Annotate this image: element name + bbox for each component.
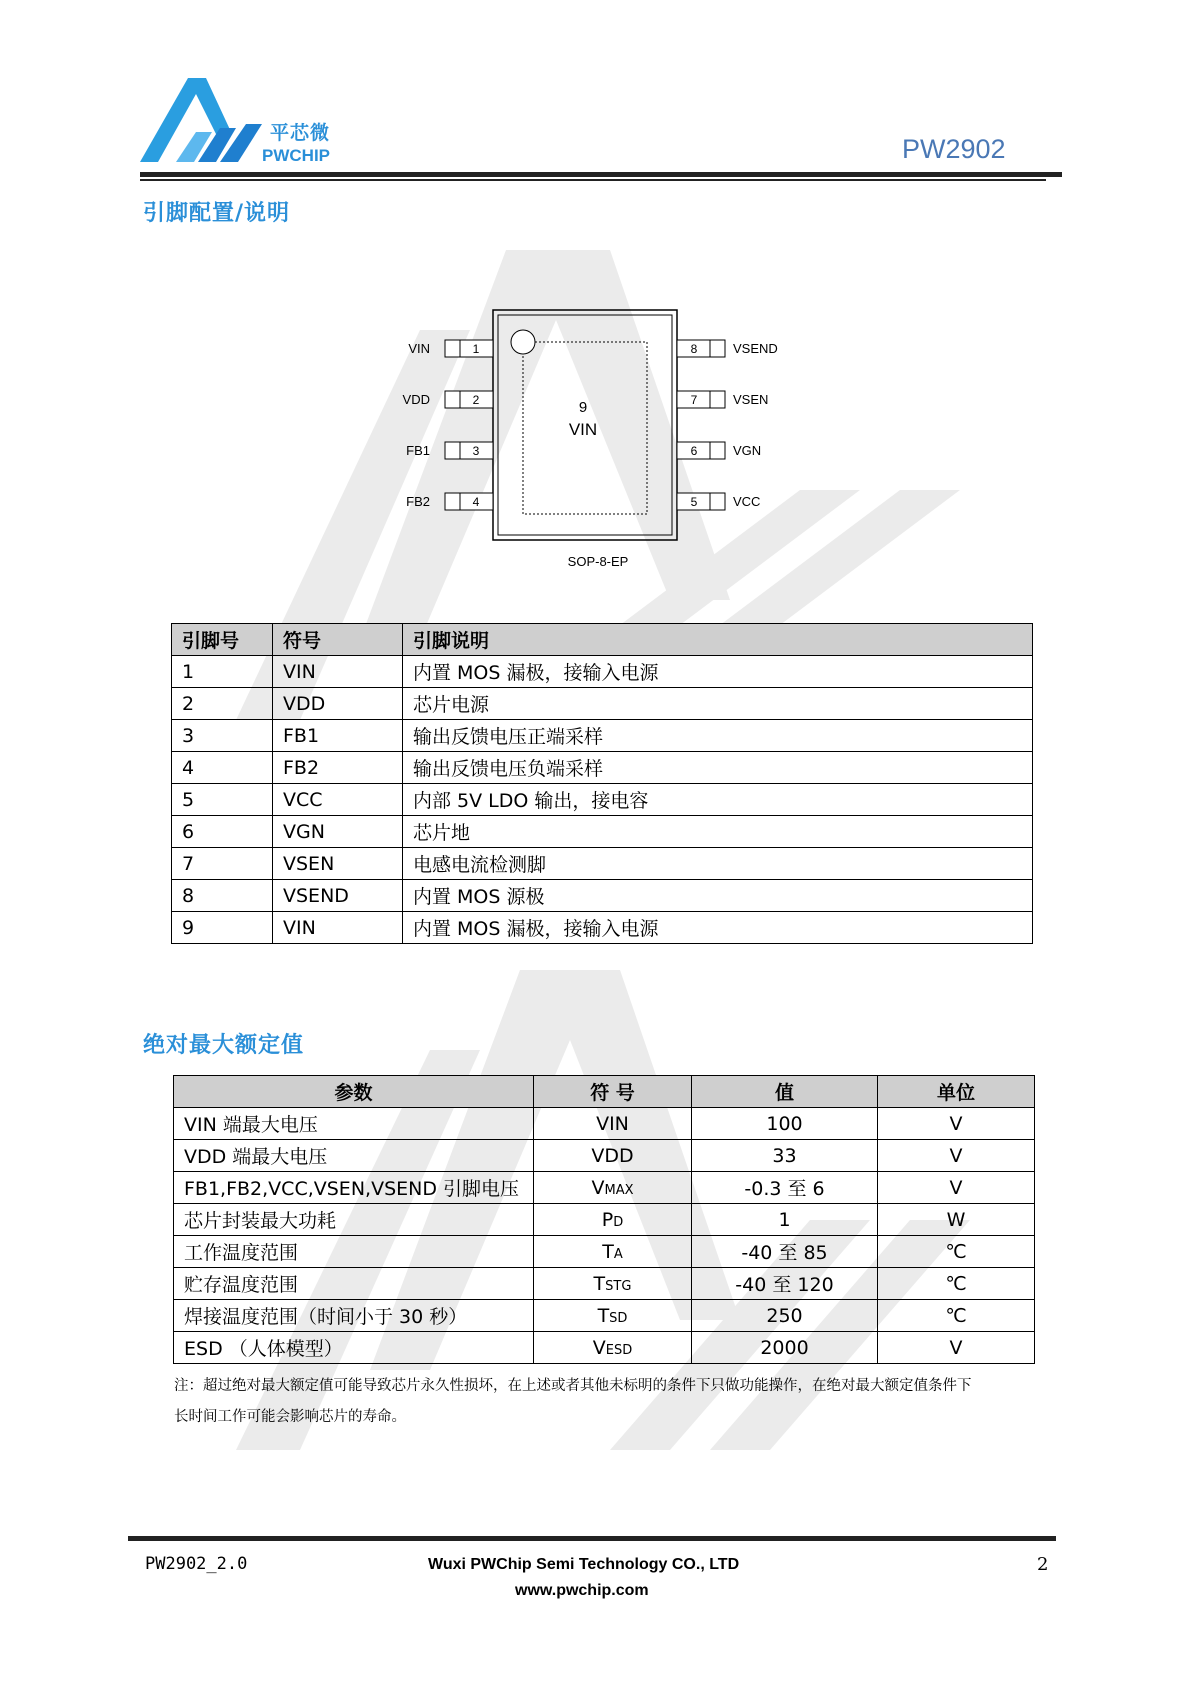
page-number: 2 (1037, 1554, 1049, 1575)
pin-number: 4 (472, 495, 480, 509)
symbol-main: V (592, 1336, 606, 1359)
header-cell: 引脚说明 (403, 624, 1033, 656)
abs-section-title: 绝对最大额定值 (143, 1033, 305, 1058)
symbol-main: VIN (596, 1112, 629, 1135)
symbol-cell (534, 1172, 692, 1204)
table-row (174, 1332, 1035, 1364)
param-cell: 工作温度范围 (174, 1236, 534, 1268)
symbol-cell (534, 1108, 692, 1140)
value-cell: 1 (692, 1204, 878, 1236)
cell: FB1 (273, 720, 403, 752)
pinout-diagram (390, 300, 810, 580)
pin-label: VCC (733, 494, 761, 509)
footer-company: Wuxi PWChip Semi Technology CO., LTD (428, 1556, 740, 1573)
cell: 内置 MOS 漏极，接输入电源 (403, 656, 1033, 688)
unit-cell: V (878, 1140, 1035, 1172)
symbol-cell (534, 1204, 692, 1236)
left-pins (403, 340, 493, 510)
cell: 1 (172, 656, 273, 688)
param-cell: FB1,FB2,VCC,VSEN,VSEND 引脚电压 (174, 1172, 534, 1204)
logo-cn-text: 平芯微 (270, 122, 331, 144)
cell: FB2 (273, 752, 403, 784)
center-pin-name: VIN (568, 420, 598, 439)
unit-cell: ℃ (878, 1268, 1035, 1300)
cell: 9 (172, 912, 273, 944)
pin-label: VSEND (733, 341, 778, 356)
header-cell: 值 (692, 1076, 878, 1108)
param-cell: 芯片封装最大功耗 (174, 1204, 534, 1236)
footer-version: PW2902_2.0 (145, 1554, 248, 1574)
value-cell: 2000 (692, 1332, 878, 1364)
symbol-main: V (591, 1176, 605, 1199)
cell: 内置 MOS 源极 (403, 880, 1033, 912)
center-pin-number: 9 (578, 399, 588, 416)
symbol-cell (534, 1268, 692, 1300)
value-cell: 33 (692, 1140, 878, 1172)
pin-label: VDD (402, 392, 430, 407)
table-row (172, 720, 1033, 752)
pin-number: 7 (690, 393, 698, 407)
pin-label: FB1 (406, 443, 430, 458)
cell: VIN (273, 912, 403, 944)
table-row (172, 752, 1033, 784)
unit-cell: ℃ (878, 1300, 1035, 1332)
symbol-cell (534, 1236, 692, 1268)
table-row (172, 784, 1033, 816)
symbol-sub: SD (609, 1310, 628, 1326)
cell: VGN (273, 816, 403, 848)
table-row (174, 1236, 1035, 1268)
cell: 4 (172, 752, 273, 784)
table-row (174, 1204, 1035, 1236)
cell: 5 (172, 784, 273, 816)
table-row (174, 1108, 1035, 1140)
table-row (172, 912, 1033, 944)
symbol-main: P (601, 1208, 614, 1231)
value-cell: 100 (692, 1108, 878, 1140)
symbol-main: T (597, 1304, 610, 1327)
cell: VSEND (273, 880, 403, 912)
note-line-2: 长时间工作可能会影响芯片的寿命。 (174, 1409, 406, 1425)
cell: 芯片电源 (403, 688, 1033, 720)
pin-label: VGN (733, 443, 762, 458)
param-cell: VIN 端最大电压 (174, 1108, 534, 1140)
pin-number: 8 (690, 342, 698, 356)
abs-max-table (173, 1075, 1035, 1364)
symbol-sub: STG (605, 1278, 632, 1294)
header-cell: 单位 (878, 1076, 1035, 1108)
symbol-main: T (602, 1240, 614, 1263)
header-cell: 参数 (174, 1076, 534, 1108)
footer-rule (128, 1536, 1056, 1541)
pin-number: 2 (472, 393, 480, 407)
pin-table (171, 623, 1033, 944)
logo-en-text: PWCHIP (262, 146, 330, 165)
header-rule (140, 172, 1062, 177)
symbol-sub: MAX (604, 1182, 634, 1198)
symbol-cell (534, 1140, 692, 1172)
package-label: SOP-8-EP (567, 554, 629, 569)
unit-cell: V (878, 1172, 1035, 1204)
note-line-1: 注：超过绝对最大额定值可能导致芯片永久性损坏，在上述或者其他未标明的条件下只做功能操作，在绝对最大额定值条件下 (174, 1378, 972, 1394)
symbol-cell (534, 1300, 692, 1332)
param-cell: 焊接温度范围（时间小于 30 秒） (174, 1300, 534, 1332)
param-cell: ESD （人体模型） (174, 1332, 534, 1364)
right-pins (677, 340, 778, 510)
header-rule-thin (140, 179, 1046, 181)
cell: 输出反馈电压负端采样 (403, 752, 1033, 784)
pin1-marker (511, 330, 535, 354)
table-header-row (174, 1076, 1035, 1108)
cell: 内置 MOS 漏极，接输入电源 (403, 912, 1033, 944)
symbol-sub: D (613, 1214, 624, 1230)
cell: VSEN (273, 848, 403, 880)
table-row (172, 656, 1033, 688)
cell: 8 (172, 880, 273, 912)
symbol-sub: ESD (605, 1342, 633, 1358)
header-cell: 符号 (273, 624, 403, 656)
cell: VIN (273, 656, 403, 688)
cell: 内部 5V LDO 输出，接电容 (403, 784, 1033, 816)
footer-url: www.pwchip.com (515, 1582, 649, 1599)
table-header-row (172, 624, 1033, 656)
table-row (174, 1172, 1035, 1204)
value-cell: -40 至 120 (692, 1268, 878, 1300)
table-row (174, 1300, 1035, 1332)
symbol-main: T (593, 1272, 606, 1295)
cell: 2 (172, 688, 273, 720)
value-cell: 250 (692, 1300, 878, 1332)
company-logo-icon (136, 78, 266, 168)
cell: 输出反馈电压正端采样 (403, 720, 1033, 752)
table-row (172, 816, 1033, 848)
pin-label: VIN (408, 341, 430, 356)
cell: VCC (273, 784, 403, 816)
unit-cell: ℃ (878, 1236, 1035, 1268)
table-row (174, 1140, 1035, 1172)
pin-label: VSEN (733, 392, 769, 407)
pin-label: FB2 (406, 494, 430, 509)
unit-cell: V (878, 1108, 1035, 1140)
symbol-cell (534, 1332, 692, 1364)
pin-number: 1 (472, 342, 480, 356)
cell: 3 (172, 720, 273, 752)
cell: 电感电流检测脚 (403, 848, 1033, 880)
doc-title: PW2902 (902, 134, 1006, 164)
header-cell: 符 号 (534, 1076, 692, 1108)
symbol-sub: A (613, 1246, 623, 1262)
table-row (172, 848, 1033, 880)
param-cell: 贮存温度范围 (174, 1268, 534, 1300)
cell: VDD (273, 688, 403, 720)
header-cell: 引脚号 (172, 624, 273, 656)
pin-section-title: 引脚配置/说明 (143, 201, 291, 226)
unit-cell: W (878, 1204, 1035, 1236)
cell: 6 (172, 816, 273, 848)
pin-number: 5 (690, 495, 698, 509)
value-cell: -0.3 至 6 (692, 1172, 878, 1204)
cell: 7 (172, 848, 273, 880)
param-cell: VDD 端最大电压 (174, 1140, 534, 1172)
table-row (172, 880, 1033, 912)
pin-number: 3 (472, 444, 480, 458)
symbol-main: VDD (591, 1144, 634, 1167)
cell: 芯片地 (403, 816, 1033, 848)
table-row (174, 1268, 1035, 1300)
value-cell: -40 至 85 (692, 1236, 878, 1268)
pin-number: 6 (690, 444, 698, 458)
unit-cell: V (878, 1332, 1035, 1364)
table-row (172, 688, 1033, 720)
